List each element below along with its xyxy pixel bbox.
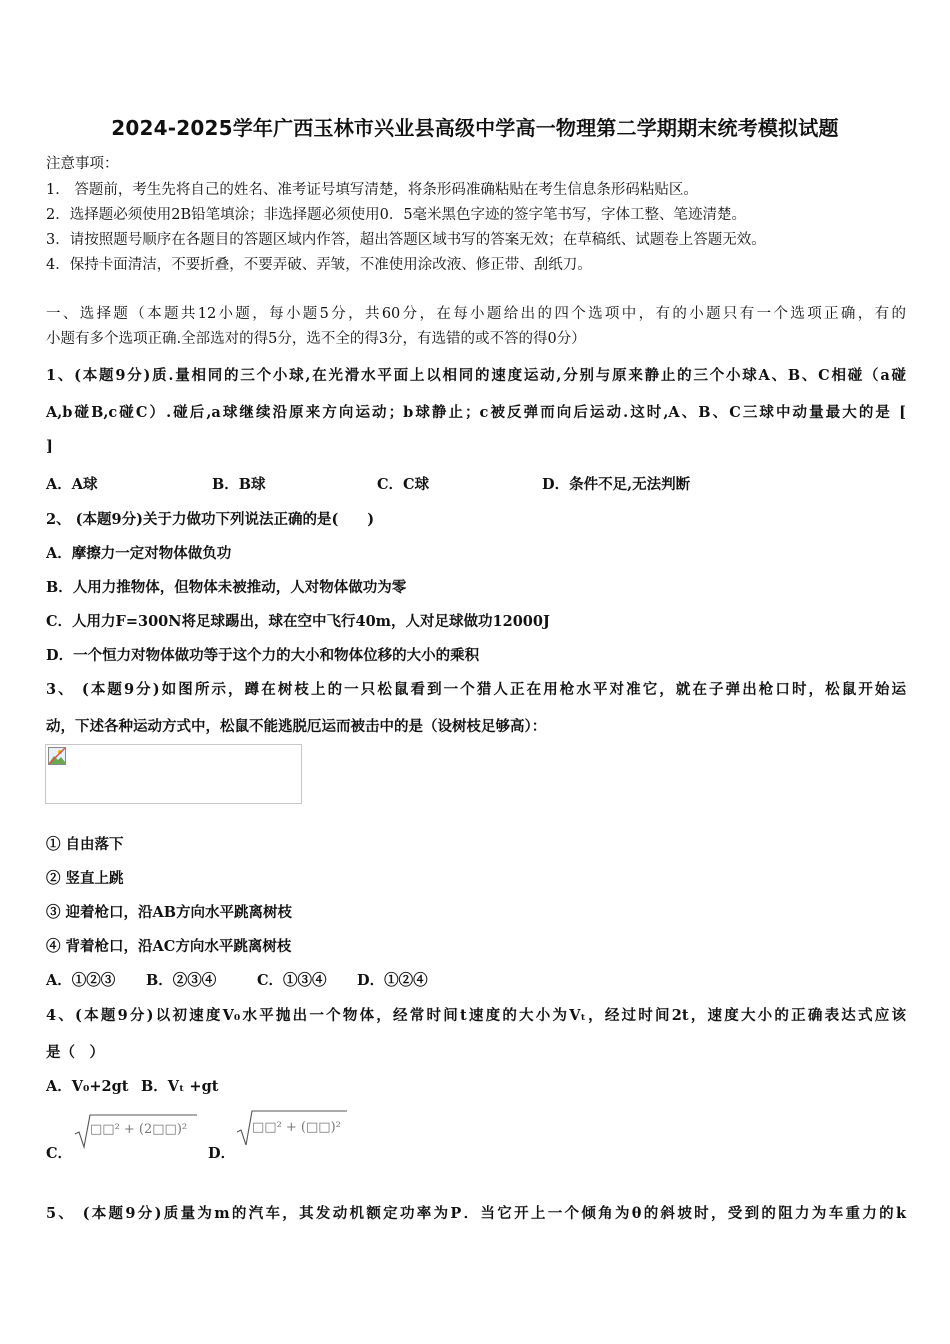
q2-stem: 2、 (本题9分)关于力做功下列说法正确的是( ) — [46, 511, 375, 528]
q3-choice-2: ② 竖直上跳 — [46, 870, 124, 887]
q4-formula-d-text: □□² + (□□)² — [252, 1120, 341, 1135]
q3-stem-line2: 动，下述各种运动方式中，松鼠不能逃脱厄运而被击中的是（设树枝足够高）： — [46, 718, 547, 735]
q5-stem-line1: 5、 (本题9分)质量为m的汽车，其发动机额定功率为P．当它开上一个倾角为θ的斜坡时，受到的阻力为车重力的k — [46, 1205, 906, 1222]
q1-stem-line3: ] — [46, 438, 53, 455]
q2-option-d: D．一个恒力对物体做功等于这个力的大小和物体位移的大小的乘积 — [46, 647, 480, 664]
q3-choice-3: ③ 迎着枪口，沿AB方向水平跳离树枝 — [46, 904, 293, 921]
q3-option-b: B．②③④ — [146, 972, 217, 989]
q1-option-c: C．C球 — [377, 476, 430, 493]
q2-option-a: A．摩擦力一定对物体做负功 — [46, 545, 232, 562]
q1-stem-line2: A,b碰B,c碰C）.碰后,a球继续沿原来方向运动；b球静止；c被反弹而向后运动.这时,A、B、C三球中动量最大的是 [ — [46, 404, 906, 421]
q2-option-b: B．人用力推物体，但物体未被推动，人对物体做功为零 — [46, 579, 407, 596]
section-heading-line2: 小题有多个选项正确.全部选对的得5分，选不全的得3分，有选错的或不答的得0分） — [46, 331, 586, 347]
q4-stem-line1: 4、(本题9分)以初速度V₀水平抛出一个物体，经常时间t速度的大小为Vₜ，经过时间2t，速度大小的正确表达式应该 — [46, 1007, 906, 1024]
q3-choice-1: ① 自由落下 — [46, 836, 124, 853]
q4-option-b: B．Vₜ +gt — [141, 1078, 219, 1095]
q4-stem-line2: 是（ ） — [46, 1044, 104, 1061]
q4-formula-c-text: □□² + (2□□)² — [90, 1122, 188, 1137]
q4-option-c-label: C． — [46, 1145, 73, 1162]
notice-item: 1． 答题前，考生先将自己的姓名、准考证号填写清楚，将条形码准确粘贴在考生信息条形码粘贴区。 — [46, 182, 698, 198]
q3-choice-4: ④ 背着枪口，沿AC方向水平跳离树枝 — [46, 938, 292, 955]
page-title: 2024-2025学年广西玉林市兴业县高级中学高一物理第二学期期末统考模拟试题 — [111, 116, 839, 140]
q3-option-d: D．①②④ — [357, 972, 428, 989]
q4-option-d-label: D． — [208, 1145, 236, 1162]
q1-option-d: D．条件不足,无法判断 — [542, 476, 691, 493]
q4-formula-c — [74, 1112, 198, 1150]
q4-formula-d — [236, 1108, 348, 1148]
notice-item: 2．选择题必须使用2B铅笔填涂；非选择题必须使用0．5毫米黑色字迹的签字笔书写，字体工整、笔迹清楚。 — [46, 207, 747, 223]
q1-option-a: A．A球 — [46, 476, 98, 493]
notice-item: 4．保持卡面清洁，不要折叠，不要弄破、弄皱，不准使用涂改液、修正带、刮纸刀。 — [46, 257, 592, 273]
notice-item: 3．请按照题号顺序在各题目的答题区域内作答，超出答题区域书写的答案无效；在草稿纸、试题卷上答题无效。 — [46, 232, 766, 248]
section-heading-line1: 一、选择题（本题共12小题，每小题5分，共60分，在每小题给出的四个选项中，有的小题只有一个选项正确，有的 — [46, 306, 906, 322]
q2-option-c: C．人用力F=300N将足球踢出，球在空中飞行40m，人对足球做功12000J — [46, 613, 550, 630]
notice-heading: 注意事项： — [46, 156, 119, 172]
q1-stem-line1: 1、(本题9分)质.量相同的三个小球,在光滑水平面上以相同的速度运动,分别与原来静止的三个小球A、B、C相碰（a碰 — [46, 367, 906, 384]
q3-option-c: C．①③④ — [257, 972, 327, 989]
q3-stem-line1: 3、 (本题9分)如图所示，蹲在树枝上的一只松鼠看到一个猎人正在用枪水平对准它，就在子弹出枪口时，松鼠开始运 — [46, 681, 906, 698]
q4-option-a: A．V₀+2gt — [46, 1078, 129, 1095]
broken-image-icon — [48, 747, 66, 765]
broken-image-placeholder — [45, 744, 302, 804]
q1-option-b: B．B球 — [212, 476, 266, 493]
q3-option-a: A．①②③ — [46, 972, 116, 989]
